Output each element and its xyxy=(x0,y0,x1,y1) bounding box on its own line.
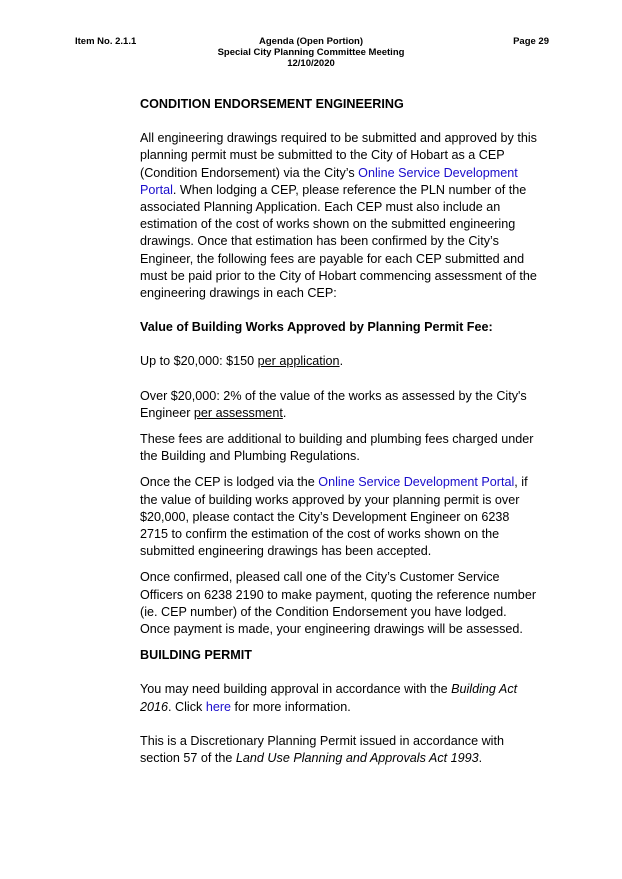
building-click: . Click xyxy=(168,699,206,714)
online-portal-link[interactable]: Online Service Development Portal xyxy=(140,165,518,197)
payment-paragraph: Once confirmed, pleased call one of the City’s Customer Service Officers on 6238 2190 to make payment, quoting the reference number (ie. CEP number) of the Condition Endorsement you have lodged. Once payment is made, your engineering drawings will be assessed. xyxy=(140,570,537,637)
building-paragraph xyxy=(140,681,540,715)
land-use-act: Land Use Planning and Approvals Act 1993 xyxy=(235,751,479,766)
fees-additional-paragraph: These fees are additional to building and plumbing fees charged under the Building and Plumbing Regulations. xyxy=(140,432,534,464)
cep-text: All engineering drawings required to be submitted and approved by this planning permit must be submitted to the City of Hobart as a CEP (Condition Endorsement) via the City’s xyxy=(140,131,537,180)
cep-text-cont: . When lodging a CEP, please reference the PLN number of the associated Planning Application. Each CEP must also include an estimation of the cost of works shown on the submitted engineering drawings. Once that estimation has been confirmed by the City’s Engineer, the following fees are payable for each CEP submitted and must be paid prior to the City of Hobart commencing assessment of the engineering drawings in each CEP: xyxy=(140,182,537,301)
lodged-text: Once the CEP is lodged via the xyxy=(140,475,319,490)
fee2-text: Over $20,000: 2% of the value of the works as assessed by the City's Engineer xyxy=(140,388,527,420)
item-number: Item No. 2.1.1 xyxy=(75,36,137,47)
cep-paragraph xyxy=(140,130,540,302)
fee1-underline: per application xyxy=(257,354,340,369)
fee-heading: Value of Building Works Approved by Planning Permit Fee: xyxy=(140,320,493,335)
meeting-date: 12/10/2020 xyxy=(287,58,335,69)
fee-line-2 xyxy=(140,388,540,422)
fee2-end: . xyxy=(282,405,287,420)
fee2-underline: per assessment xyxy=(193,405,283,420)
discretionary-paragraph xyxy=(140,733,540,767)
document-body xyxy=(140,96,540,767)
building-act: Building Act 2016 xyxy=(140,682,518,714)
cep-lodged-paragraph xyxy=(140,474,540,560)
cep-heading: CONDITION ENDORSEMENT ENGINEERING xyxy=(140,97,404,111)
discretionary-text: This is a Discretionary Planning Permit issued in accordance with section 57 of the xyxy=(140,733,504,766)
lodged-text-cont: , if the value of building works approved by your planning permit is over $20,000, please contact the City’s Development Engineer on 6238 2715 to confirm the estimation of the cost of works shown on the submitted engineering drawings has been accepted. xyxy=(140,475,528,559)
discretionary-end: . xyxy=(478,751,483,766)
meeting-title: Special City Planning Committee Meeting xyxy=(217,47,405,58)
fee-line-1 xyxy=(140,353,540,370)
building-permit-heading: BUILDING PERMIT xyxy=(140,648,252,663)
building-more: for more information. xyxy=(231,699,351,714)
page-number: Page 29 xyxy=(513,36,549,47)
here-link[interactable]: here xyxy=(205,699,232,714)
online-portal-link-2[interactable]: Online Service Development Portal xyxy=(318,475,515,490)
agenda-title: Agenda (Open Portion) xyxy=(259,36,363,47)
building-text: You may need building approval in accordance with the xyxy=(140,682,452,697)
fee1-text: Up to $20,000: $150 xyxy=(140,354,258,369)
fee1-end: . xyxy=(339,354,344,369)
